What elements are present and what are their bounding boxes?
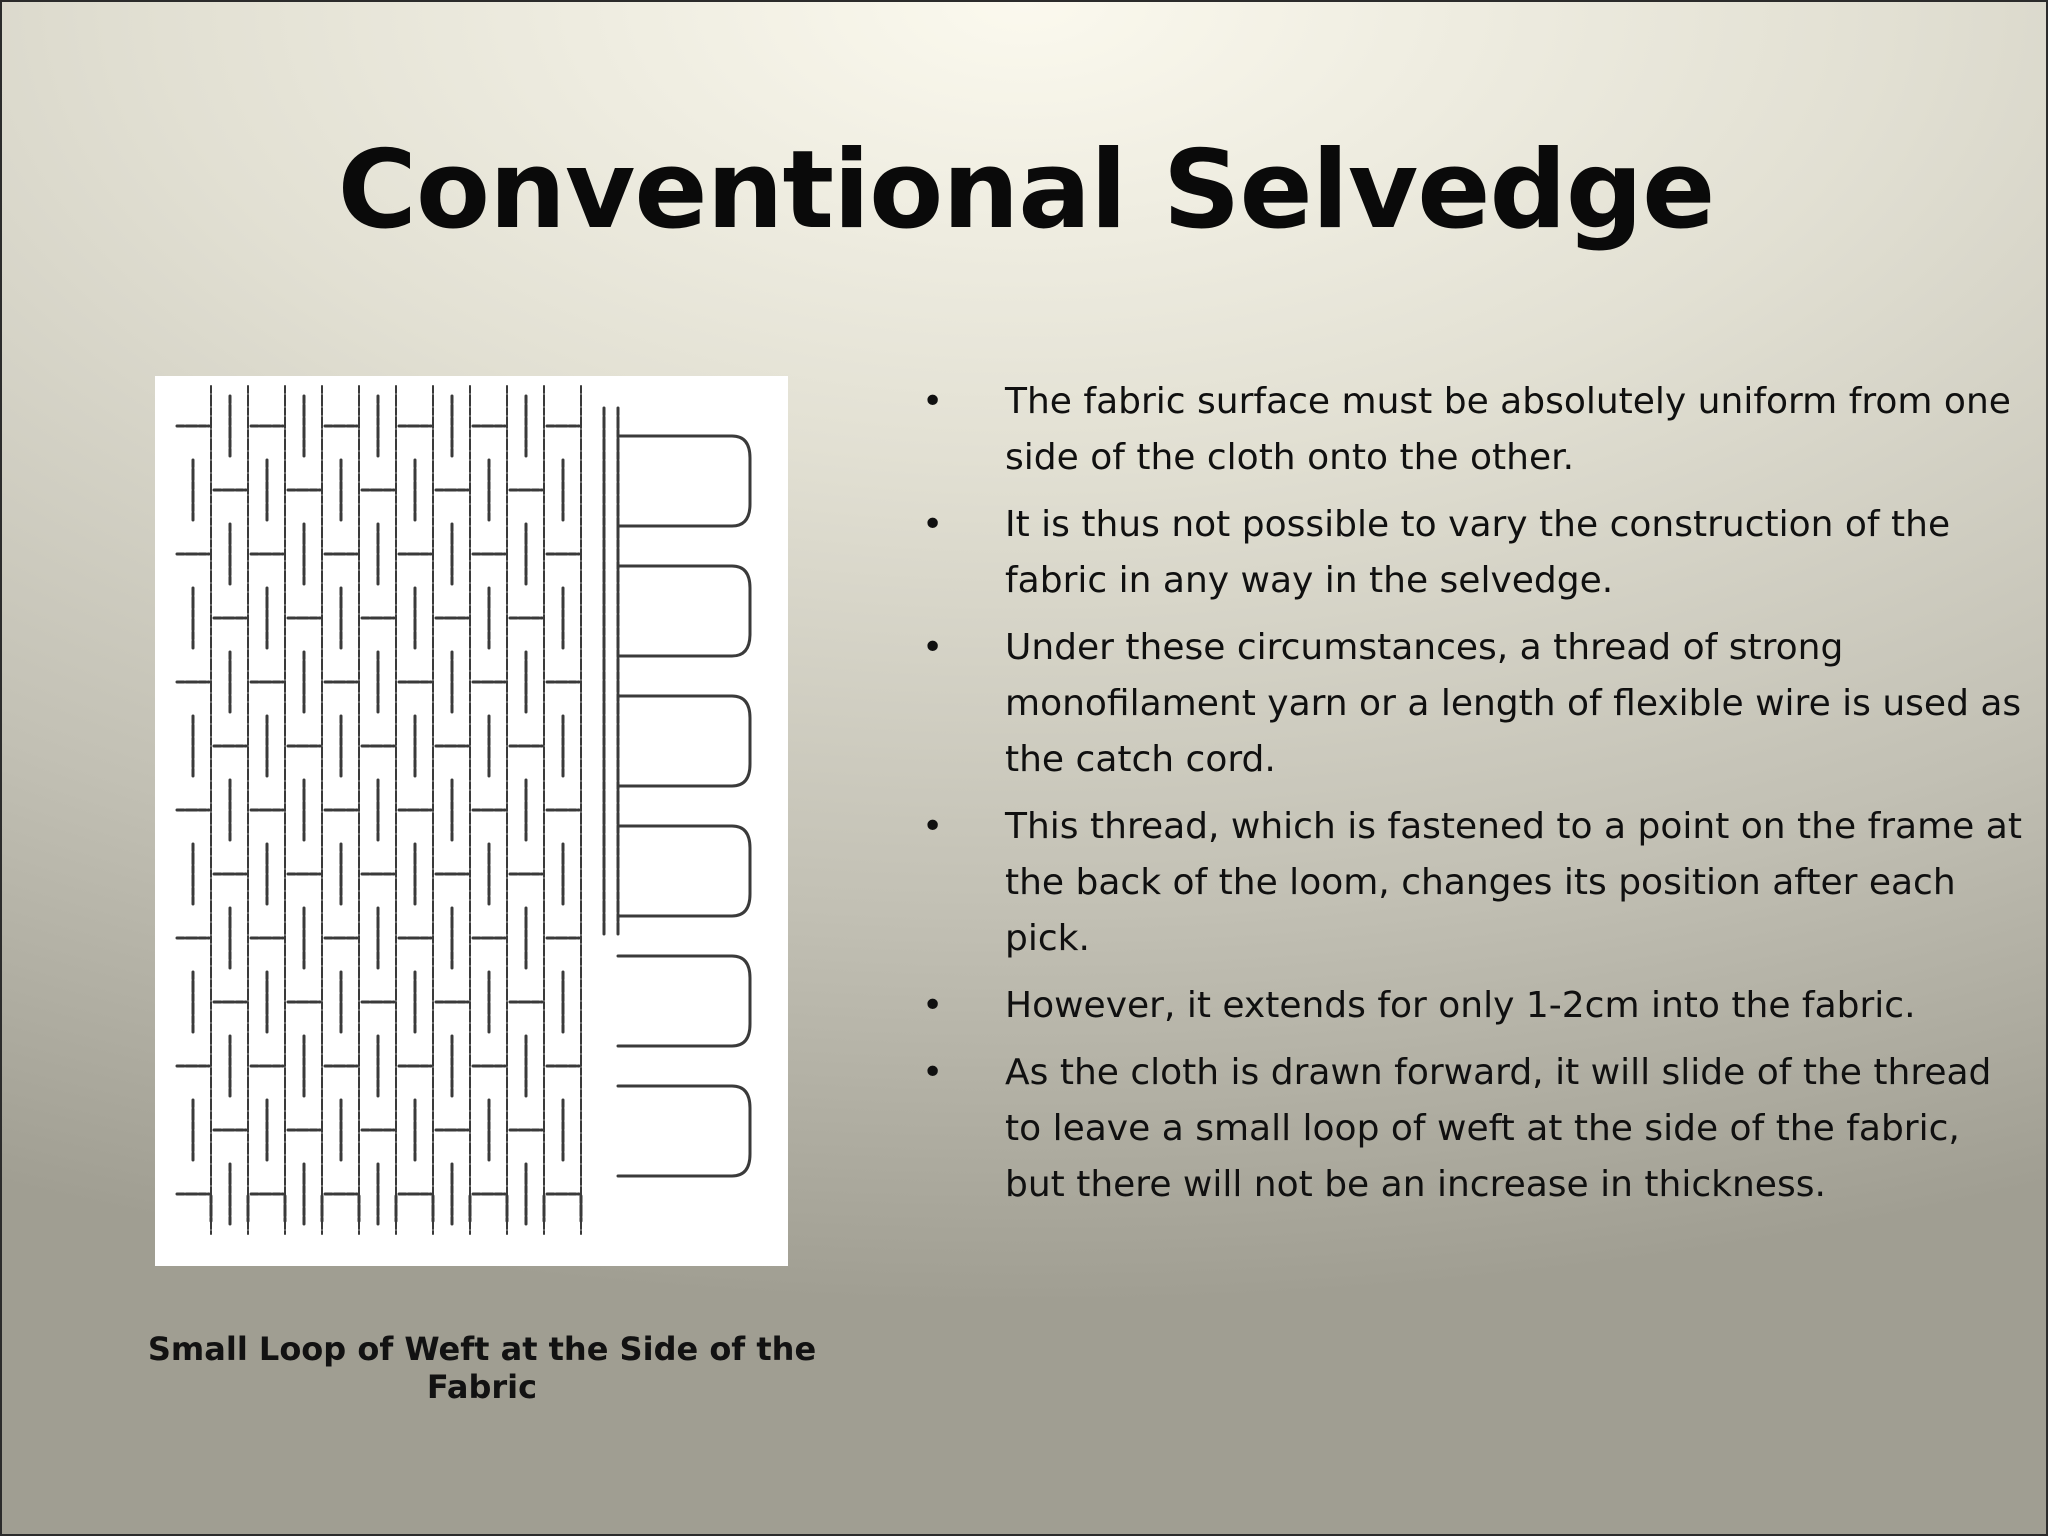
weft-loop: [618, 566, 750, 656]
weft-loop: [618, 696, 750, 786]
weft-loop: [618, 436, 750, 526]
bullet-item: [922, 374, 2022, 486]
figure-caption: Small Loop of Weft at the Side of the Fabric: [147, 1330, 817, 1406]
bullet-list: [922, 374, 2022, 1224]
bullet-dot: •: [922, 985, 944, 1026]
weft-loop: [618, 956, 750, 1046]
bullet-item: [922, 799, 2022, 967]
weave-diagram-image: [155, 376, 788, 1266]
bullet-text: It is thus not possible to vary the construction of the fabric in any way in the selvedge.: [1005, 504, 1951, 601]
bullet-text: This thread, which is fastened to a point on the frame at the back of the loom, changes its position after each pick.: [1005, 806, 2022, 959]
bullet-dot: •: [922, 806, 944, 847]
bullet-text: Under these circumstances, a thread of strong monofilament yarn or a length of flexible wire is used as the catch cord.: [1005, 627, 2022, 780]
bullet-text: As the cloth is drawn forward, it will slide of the thread to leave a small loop of weft at the side of the fabric, but there will not be an increase in thickness.: [1005, 1052, 1992, 1205]
bullet-dot: •: [922, 381, 944, 422]
bullet-text: The fabric surface must be absolutely uniform from one side of the cloth onto the other.: [1005, 381, 2011, 478]
bullet-item: [922, 978, 2022, 1034]
weft-loop: [618, 826, 750, 916]
bullet-dot: •: [922, 627, 944, 668]
bullet-dot: •: [922, 1052, 944, 1093]
weft-loop: [618, 1086, 750, 1176]
slide-title: Conventional Selvedge: [337, 128, 1715, 253]
bullet-item: [922, 497, 2022, 609]
bullet-text: However, it extends for only 1-2cm into the fabric.: [1005, 985, 1916, 1026]
bullet-item: [922, 620, 2022, 788]
bullet-dot: •: [922, 504, 944, 545]
bullet-item: [922, 1045, 2022, 1213]
weave-diagram-figure: [155, 376, 788, 1266]
